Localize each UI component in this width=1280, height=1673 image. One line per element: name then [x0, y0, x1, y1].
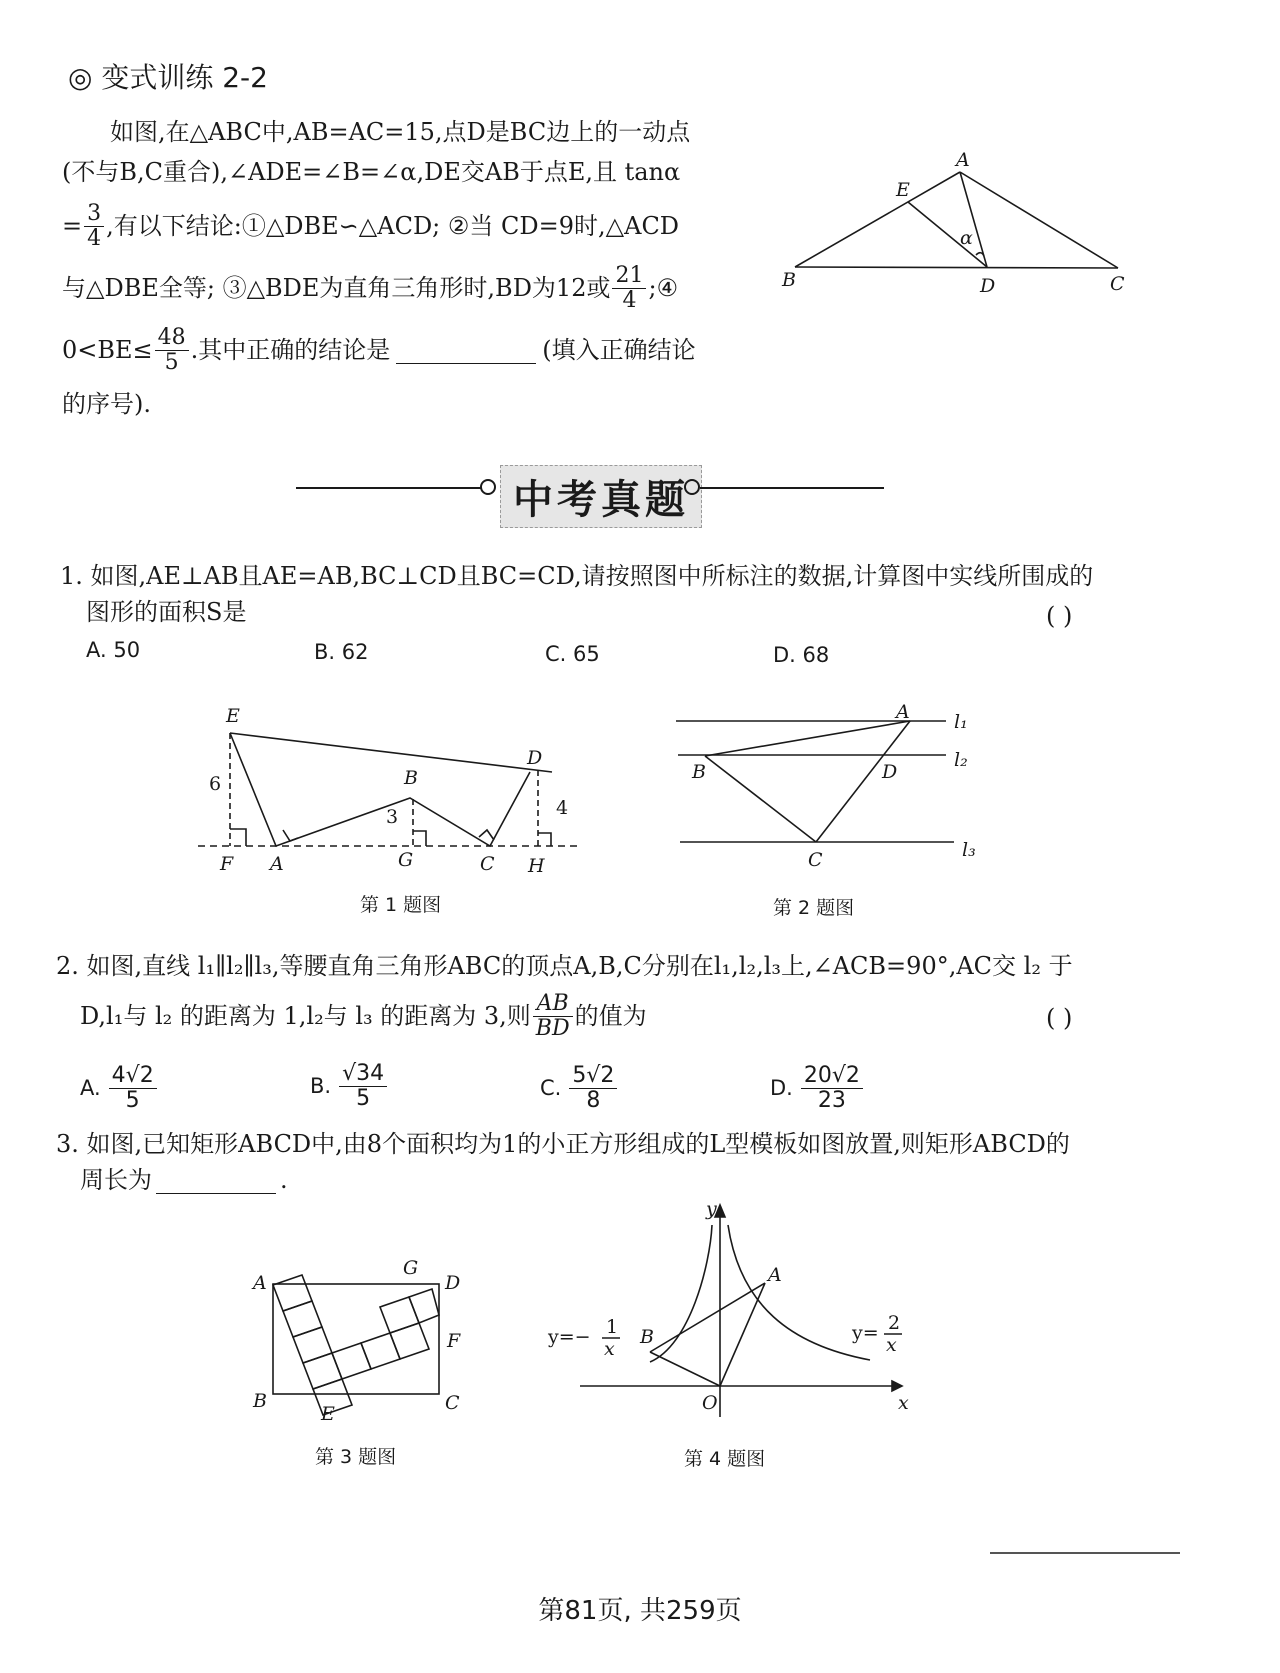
q1-option-d[interactable]: D. 68 — [773, 643, 830, 667]
side-ab — [705, 721, 910, 756]
q2-caption: 第 2 题图 — [773, 897, 855, 919]
label-o: O — [702, 1392, 718, 1414]
left-eq-prefix: y=− — [548, 1326, 591, 1348]
label-l2: l₂ — [954, 749, 968, 771]
right-eq-num: 2 — [888, 1312, 901, 1334]
label-a: A — [896, 701, 910, 723]
label-e: E — [321, 1403, 335, 1425]
variant-line-3 — [62, 198, 679, 254]
right-angle-g — [413, 831, 426, 846]
label-b: B — [404, 767, 418, 789]
q3-caption: 第 3 题图 — [315, 1446, 397, 1468]
label-l1: l₁ — [954, 711, 968, 733]
q2-answer-paren[interactable]: ( ) — [1046, 1004, 1073, 1032]
q3-period: . — [280, 1166, 288, 1194]
bd-fraction: $\frac{21}{4}$ — [612, 264, 646, 313]
segment-de — [908, 202, 987, 267]
label-alpha: α — [960, 227, 973, 249]
label-f: F — [220, 853, 234, 875]
label-g: G — [403, 1257, 419, 1279]
q2-ask: 的值为 — [574, 1002, 647, 1030]
label-a: A — [956, 149, 970, 171]
label-a: A — [768, 1264, 782, 1286]
conclusion-4-marker: ;④ — [648, 274, 679, 302]
solid-outline — [230, 733, 530, 846]
label-d: D — [882, 761, 898, 783]
label-c: C — [480, 853, 495, 875]
x-axis-arrow — [892, 1381, 902, 1391]
label-d: D — [445, 1272, 461, 1294]
variant-triangle-figure — [780, 140, 1150, 310]
left-eq-num: 1 — [606, 1316, 619, 1338]
answer-blank[interactable] — [396, 337, 536, 364]
answer-hint: (填入正确结论 — [542, 336, 696, 364]
label-3: 3 — [386, 806, 399, 828]
tan-fraction: $\frac{3}{4}$ — [84, 202, 104, 251]
conclusion-1-2: ,有以下结论:①△DBE∽△ACD; ②当 CD=9时,△ACD — [106, 212, 680, 240]
banner-line-right — [700, 487, 884, 489]
banner-circle-left — [480, 479, 496, 495]
segment-bo — [650, 1352, 720, 1386]
right-angle-c — [479, 830, 494, 840]
label-b: B — [692, 761, 706, 783]
conclusion-3: 与△DBE全等; ③△BDE为直角三角形时,BD为12或 — [62, 274, 611, 302]
label-f: F — [447, 1330, 461, 1352]
ab-bd-fraction: $\frac{AB}{BD}$ — [533, 992, 573, 1041]
q1-caption: 第 1 题图 — [360, 894, 442, 916]
q2-condition: D,l₁与 l₂ 的距离为 1,l₂与 l₃ 的距离为 3,则 — [80, 1002, 531, 1030]
segment-ed — [230, 733, 552, 772]
side-bc — [705, 756, 816, 842]
variant-line-6: 的序号). — [62, 390, 151, 418]
label-y: y — [706, 1198, 717, 1220]
q3-perimeter-label: 周长为 — [80, 1166, 152, 1194]
variant-line-4 — [62, 260, 678, 316]
q2-option-a[interactable]: A. $\frac{4√2}{5}$ — [80, 1060, 159, 1116]
variant-line-5 — [62, 322, 696, 378]
label-b: B — [782, 269, 796, 291]
q1-line-2: 图形的面积S是 — [86, 598, 247, 626]
label-e: E — [896, 179, 910, 201]
be-fraction: $\frac{48}{5}$ — [155, 326, 189, 375]
label-c: C — [808, 849, 823, 871]
answer-prompt: .其中正确的结论是 — [190, 336, 391, 364]
variant-line-1: 如图,在△ABC中,AB=AC=15,点D是BC边上的一动点 — [110, 118, 691, 146]
right-angle-a — [283, 830, 298, 841]
variant-line-2: (不与B,C重合),∠ADE=∠B=∠α,DE交AB于点E,且 tanα — [62, 158, 681, 186]
q2-option-c[interactable]: C. $\frac{5√2}{8}$ — [540, 1060, 619, 1116]
label-l3: l₃ — [962, 839, 976, 861]
label-4: 4 — [556, 797, 569, 819]
label-6: 6 — [209, 773, 222, 795]
label-c: C — [1110, 273, 1125, 295]
right-eq-prefix: y= — [852, 1322, 879, 1344]
q2-line-1: 2. 如图,直线 l₁∥l₂∥l₃,等腰直角三角形ABC的顶点A,B,C分别在l₁,l₂,l₃上,∠ACB=90°,AC交 l₂ 于 — [56, 952, 1073, 980]
q1-option-c[interactable]: C. 65 — [545, 642, 600, 666]
left-eq-den: x — [604, 1338, 615, 1360]
label-h: H — [528, 855, 545, 877]
hyperbola-left — [650, 1225, 712, 1362]
banner-circle-right — [684, 479, 700, 495]
segment-oa — [720, 1283, 765, 1386]
be-range: 0<BE≤ — [62, 336, 153, 364]
segment-ab — [650, 1283, 765, 1352]
q1-figure — [190, 700, 590, 885]
q2-figure — [670, 700, 990, 875]
label-e: E — [226, 705, 240, 727]
side-bc — [795, 267, 1118, 268]
right-angle-f — [230, 829, 246, 846]
page-number: 第81页, 共259页 — [538, 1596, 742, 1626]
q3-line-2 — [80, 1166, 288, 1194]
label-a: A — [270, 853, 284, 875]
q3-answer-blank[interactable] — [156, 1169, 276, 1194]
equals-sign: = — [62, 212, 83, 240]
q1-line-1: 1. 如图,AE⊥AB且AE=AB,BC⊥CD且BC=CD,请按照图中所标注的数据,计算图中实线所围成的 — [60, 562, 1094, 590]
label-g: G — [398, 849, 414, 871]
label-x: x — [898, 1392, 909, 1414]
right-angle-h — [538, 833, 551, 846]
label-d: D — [980, 275, 996, 297]
rectangle-abcd — [273, 1284, 439, 1394]
right-eq-den: x — [886, 1334, 897, 1356]
label-b: B — [640, 1326, 654, 1348]
alpha-arc — [976, 253, 984, 256]
label-a: A — [253, 1272, 267, 1294]
q2-option-b[interactable]: B. $\frac{√34}{5}$ — [310, 1058, 389, 1114]
section-title: 中考真题 — [500, 465, 702, 528]
q1-option-b[interactable]: B. 62 — [314, 640, 369, 664]
label-c: C — [445, 1392, 460, 1414]
q2-option-d[interactable]: D. $\frac{20√2}{23}$ — [770, 1060, 865, 1116]
label-b: B — [253, 1390, 267, 1412]
q2-line-2 — [80, 988, 647, 1044]
banner-line-left — [296, 487, 481, 489]
variant-heading: ◎ 变式训练 2-2 — [68, 61, 268, 94]
q1-option-a[interactable]: A. 50 — [86, 638, 141, 662]
q3-line-1: 3. 如图,已知矩形ABCD中,由8个面积均为1的小正方形组成的L型模板如图放置,则矩形ABCD的 — [56, 1130, 1070, 1158]
scan-edge-mark — [990, 1530, 1180, 1554]
q3-figure — [245, 1255, 475, 1430]
side-ab — [795, 172, 960, 267]
q4-figure — [540, 1195, 920, 1425]
label-d: D — [527, 747, 543, 769]
q1-answer-paren[interactable]: ( ) — [1046, 602, 1073, 630]
q4-caption: 第 4 题图 — [684, 1448, 766, 1470]
